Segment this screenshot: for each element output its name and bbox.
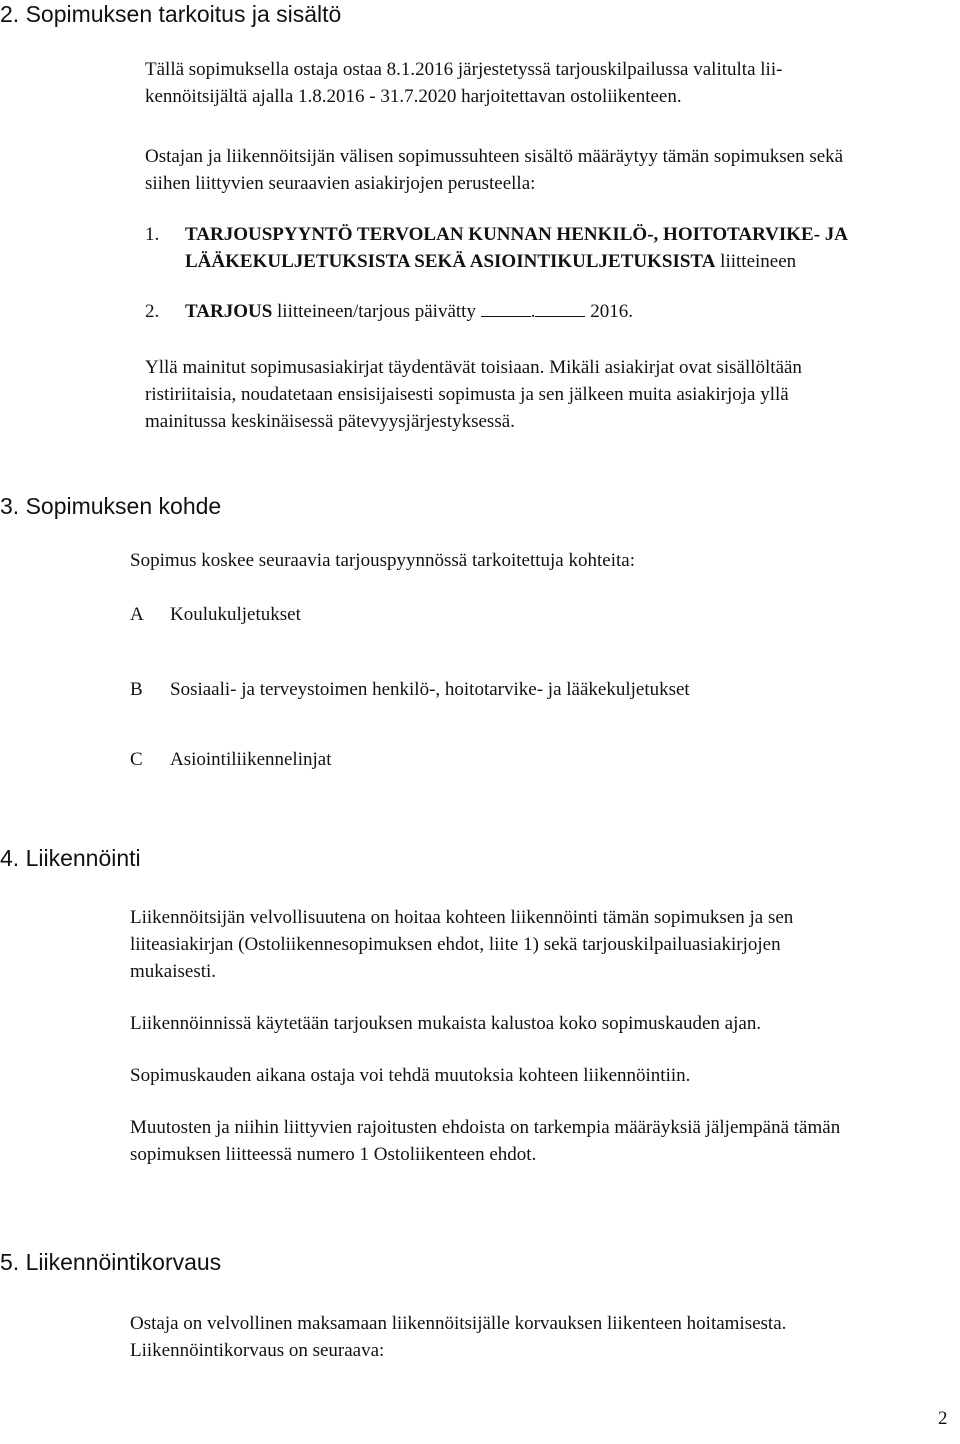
section-3-title: 3. Sopimuksen kohde — [0, 493, 222, 519]
text-line: Ostaja on velvollinen maksamaan liikennöitsijälle korvauksen liikenteen hoitamisesta. — [130, 1313, 787, 1334]
section-4-paragraph-2: Liikennöinnissä käytetään tarjouksen mukaista kalustoa koko sopimuskauden ajan. — [130, 1013, 762, 1034]
date-year: 2016. — [590, 301, 633, 322]
document-list-item-2-text — [185, 298, 633, 325]
text-line: Mikäli asiakirjat ovat sisällöltään — [549, 357, 802, 378]
target-letter: C — [130, 749, 143, 770]
section-5-paragraph-1 — [130, 1310, 786, 1364]
section-2-paragraph-2 — [145, 143, 843, 197]
text-line: Muutosten ja niihin liittyvien rajoitusten ehdoista on tarkempia määräyksiä jäljempänä tämän — [130, 1117, 841, 1138]
target-text: Sosiaali- ja terveystoimen henkilö-, hoitotarvike- ja lääkekuljetukset — [170, 679, 690, 700]
list-number: 1. — [145, 224, 160, 245]
page-number: 2 — [938, 1408, 948, 1429]
target-text: Koulukuljetukset — [170, 604, 301, 625]
date-blank-line — [481, 299, 531, 317]
text-line: sopimuksen liitteessä numero 1 Ostoliikenteen ehdot. — [130, 1144, 537, 1165]
text-line: kennöitsijältä ajalla 1.8.2016 - 31.7.2020 harjoitettavan ostoliikenteen. — [145, 86, 682, 107]
text-line: liiteasiakirjan (Ostoliikennesopimuksen ehdot, liite 1) sekä tarjouskilpailuasiakirjojen — [130, 934, 781, 955]
section-5-title: 5. Liikennöintikorvaus — [0, 1249, 222, 1275]
section-4-title: 4. Liikennöinti — [0, 845, 141, 871]
target-text: Asiointiliikennelinjat — [170, 749, 332, 770]
list-bold-text: TARJOUS — [185, 301, 273, 322]
date-blank-line — [535, 299, 585, 317]
section-2-paragraph-3 — [145, 354, 802, 435]
text-line: LÄÄKEKULJETUKSISTA SEKÄ ASIOINTIKULJETUKSISTA — [185, 251, 716, 272]
text-line: Liikennöitsijän velvollisuutena on hoitaa kohteen liikennöinti tämän sopimuksen ja sen — [130, 907, 794, 928]
text-line: TARJOUSPYYNTÖ TERVOLAN KUNNAN HENKILÖ-, HOITOTARVIKE- JA — [185, 224, 849, 245]
document-list-item-1-text — [185, 221, 848, 275]
text-line: mukaisesti. — [130, 961, 217, 982]
target-letter: A — [130, 604, 144, 625]
section-4-paragraph-4 — [130, 1114, 840, 1168]
text-line: liitteineen — [720, 251, 797, 272]
target-letter: B — [130, 679, 143, 700]
document-list-item-1 — [145, 221, 159, 248]
section-2-paragraph-1 — [145, 56, 782, 110]
text-line: mainitussa keskinäisessä pätevyysjärjestyksessä. — [145, 411, 515, 432]
document-list-item-2 — [145, 298, 159, 325]
section-3-intro: Sopimus koskee seuraavia tarjouspyynnössä tarkoitettuja kohteita: — [130, 550, 635, 571]
text-line: siihen liittyvien seuraavien asiakirjojen perusteella: — [145, 173, 536, 194]
text-line: Ostajan ja liikennöitsijän välisen sopimussuhteen sisältö määräytyy tämän sopimuksen sekä — [145, 146, 844, 167]
list-text: liitteineen/tarjous päivätty — [277, 301, 476, 322]
text-line: ristiriitaisia, noudatetaan ensisijaisesti sopimusta ja sen jälkeen muita asiakirjoja yllä — [145, 384, 789, 405]
text-line: Tällä sopimuksella ostaja ostaa 8.1.2016 järjestetyssä tarjouskilpailussa valitulta lii- — [145, 59, 783, 80]
date-separator: . — [530, 301, 536, 322]
text-line: Yllä mainitut sopimusasiakirjat täydentävät toisiaan. — [145, 357, 545, 378]
list-number: 2. — [145, 301, 160, 322]
section-4-paragraph-3: Sopimuskauden aikana ostaja voi tehdä muutoksia kohteen liikennöintiin. — [130, 1065, 691, 1086]
section-2-title: 2. Sopimuksen tarkoitus ja sisältö — [0, 1, 342, 27]
text-line: Liikennöintikorvaus on seuraava: — [130, 1340, 385, 1361]
section-4-paragraph-1 — [130, 904, 793, 985]
